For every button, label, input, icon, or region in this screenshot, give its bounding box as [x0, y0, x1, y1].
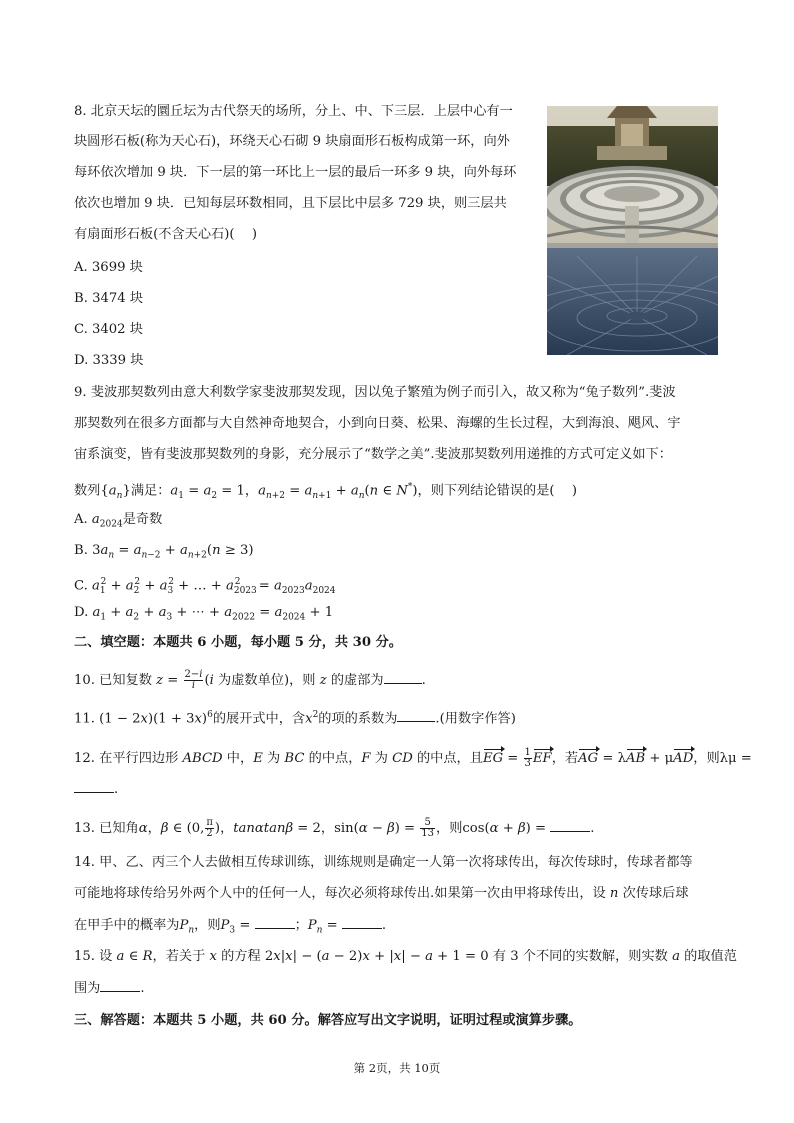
q8-line-1: 8. 北京天坛的圜丘坛为古代祭天的场所，分上、中、下三层．上层中心有一 [74, 104, 513, 119]
temple-of-heaven-photo [547, 106, 718, 355]
q14-p3-blank[interactable] [255, 916, 295, 929]
q8-line-3: 每环依次增加 9 块．下一层的第一环比上一层的最后一环多 9 块，向外每环 [74, 165, 517, 180]
q8-line-4: 依次也增加 9 块．已知每层环数相同，且下层比中层多 729 块，则三层共 [74, 196, 507, 211]
q11-answer-blank[interactable] [397, 709, 435, 722]
q15-line-2: 围为 . [74, 981, 145, 996]
q9-option-b: B. $3a_n = a_{n-2} + a_{n+2}(n \ge 3)$ [74, 543, 254, 561]
q10-answer-blank[interactable] [384, 671, 422, 684]
q15-answer-blank[interactable] [100, 979, 140, 992]
q8-line-5: 有扇面形石板(不含天心石)( ) [74, 227, 258, 242]
q15-line-1: 15. 设 a ∈ R，若关于 x 的方程 2x|x| − (a − 2)x + |x| − a + 1 = 0 有 3 个不同的实数解，则实数 a 的取值范 [74, 949, 737, 964]
q13-answer-blank[interactable] [550, 819, 590, 832]
q11: 11. $(1 - 2x)(1 + 3x)^6$的展开式中，含$x^2$的项的系数为 .(用数字作答) [74, 710, 516, 727]
q9-option-a: A. $a_{2024}$是奇数 [74, 512, 163, 530]
q9-option-d: D. $a_1 + a_2 + a_3$ + ⋯ + $a_{2022} = a_{2024} + 1$ [74, 605, 334, 623]
q9-line-3: 宙系演变，皆有斐波那契数列的身影，充分展示了“数学之美”.斐波那契数列用递推的方式可定义如下： [74, 447, 672, 462]
q14-pn-blank[interactable] [342, 916, 382, 929]
q10: 10. 已知复数 z = $\frac{2-i}{i}$ (i 为虚数单位)，则 z 的虚部为 . [74, 669, 426, 691]
q9-line-2: 那契数列在很多方面都与大自然神奇地契合，小到向日葵、松果、海螺的生长过程，大到海浪、飓风、宇 [74, 416, 681, 431]
section-2-heading: 二、填空题：本题共 6 小题，每小题 5 分，共 30 分。 [74, 635, 402, 650]
q8-line-2: 块圆形石板(称为天心石)，环绕天心石砌 9 块扇面形石板构成第一环，向外 [74, 134, 510, 149]
q8-option-a: A. 3699 块 [74, 260, 143, 275]
page-footer: 第 2页，共 10页 [353, 1061, 441, 1075]
q8-option-b: B. 3474 块 [74, 291, 144, 306]
q12-answer-line: . [74, 780, 118, 799]
q12: 12. 在平行四边形 ABCD 中，E 为 BC 的中点，F 为 CD 的中点，且EG = $\frac{1}{3}$ EF，若AG = λAB + μAD，则λμ = [74, 747, 752, 769]
q9-line-4: 数列$\{a_n\}$满足：$a_1 = a_2 = 1$，$a_{n+2} = a_{n+1} + a_n(n$ ∈ N*)，则下列结论错误的是( ) [74, 482, 578, 502]
q9-option-c: C. $a_1^2 + a_2^2 + a_3^2$ + … + $a_{2023}^2 = a_{2023}a_{2024}$ [74, 577, 336, 597]
q8-option-d: D. 3339 块 [74, 353, 144, 368]
section-3-heading: 三、解答题：本题共 5 小题，共 60 分。解答应写出文字说明，证明过程或演算步骤。 [74, 1013, 582, 1028]
q8-option-c: C. 3402 块 [74, 322, 143, 337]
q14-line-1: 14. 甲、乙、丙三个人去做相互传球训练，训练规则是确定一人第一次将球传出，每次传球时，传球者都等 [74, 855, 693, 870]
q13: 13. 已知角α，β ∈ (0, $\frac{\pi}{2}$ )，tanαtanβ = 2，sin(α − β) = $\frac{5}{13}$ ，则cos(α + β) = . [74, 817, 595, 839]
q12-answer-blank[interactable] [74, 780, 114, 793]
q14-line-3: 在甲手中的概率为$P_n$，则$P_3$ = ；$P_n$ = . [74, 918, 387, 936]
q14-line-2: 可能地将球传给另外两个人中的任何一人，每次必须将球传出.如果第一次由甲将球传出，设 n 次传球后球 [74, 886, 689, 901]
q9-line-1: 9. 斐波那契数列由意大利数学家斐波那契发现，因以兔子繁殖为例子而引入，故又称为“兔子数列”.斐波 [74, 385, 676, 400]
